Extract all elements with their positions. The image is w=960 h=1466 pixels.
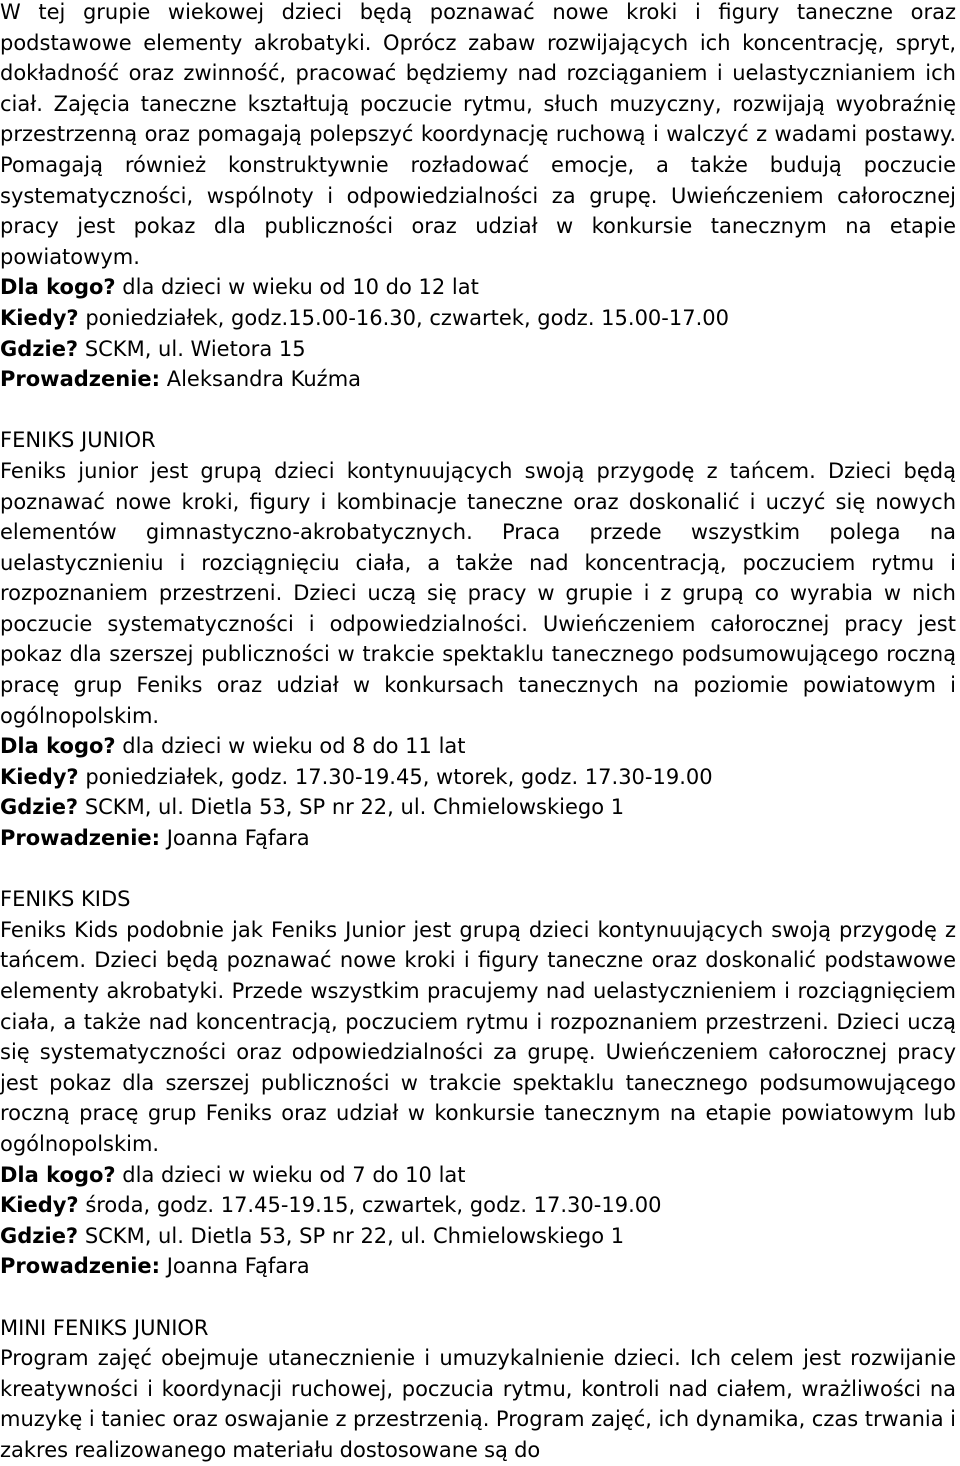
where-label: Gdzie? <box>0 1223 79 1248</box>
lead-value: Joanna Fąfara <box>166 1254 310 1279</box>
lead-value: Aleksandra Kuźma <box>166 367 362 392</box>
when-value: poniedziałek, godz. 17.30-19.45, wtorek, godz. 17.30-19.00 <box>85 764 713 789</box>
intro-who <box>0 272 956 303</box>
intro-where <box>0 334 956 365</box>
lead-value: Joanna Fąfara <box>166 826 310 851</box>
when-label: Kiedy? <box>0 305 79 330</box>
where-value: SCKM, ul. Wietora 15 <box>84 336 306 361</box>
who-label: Dla kogo? <box>0 275 116 300</box>
who-label: Dla kogo? <box>0 1162 116 1187</box>
section-paragraph: Feniks Kids podobnie jak Feniks Junior jest grupą dzieci kontynuujących swoją przygodę z tańcem. Dzieci będą poznawać nowe kroki i figury taneczne oraz doskonalić podstawowe elementy akrobatyki. Przede wszystkim pracujemy nad uelastycznieniem i rozciągnięciem ciała, a także nad koncentracją, poczuciem rytmu i rozpoznaniem przestrzeni. Dzieci uczą się systematyczności oraz odpowiedzialności za grupę. Uwieńczeniem całorocznej pracy jest pokaz dla szerszej publiczności w trakcie spektaklu tanecznego podsumowującego roczną pracę grup Feniks oraz udział w konkursie tanecznym na etapie powiatowym lub ogólnopolskim. <box>0 917 956 1156</box>
where-value: SCKM, ul. Dietla 53, SP nr 22, ul. Chmielowskiego 1 <box>84 795 625 820</box>
section-lead <box>0 823 956 854</box>
intro-when <box>0 303 956 334</box>
section-title: FENIKS KIDS <box>0 887 131 912</box>
who-value: dla dzieci w wieku od 8 do 11 lat <box>122 734 466 759</box>
section-lead <box>0 1251 956 1282</box>
lead-label: Prowadzenie: <box>0 367 161 392</box>
when-label: Kiedy? <box>0 1193 79 1218</box>
section-feniks-junior <box>0 425 956 853</box>
section-paragraph: Program zajęć obejmuje utanecznienie i umuzykalnienie dzieci. Ich celem jest rozwijanie kreatywności i koordynacji ruchowej, poczucia rytmu, kontroli nad ciałem, wrażliwości na muzykę i taniec oraz oswajanie z przestrzenią. Program zajęć, ich dynamika, czas trwania i zakres realizowanego materiału dostosowane są do <box>0 1346 956 1462</box>
section-title: FENIKS JUNIOR <box>0 428 156 453</box>
where-value: SCKM, ul. Dietla 53, SP nr 22, ul. Chmielowskiego 1 <box>84 1223 625 1248</box>
section-where <box>0 792 956 823</box>
who-value: dla dzieci w wieku od 7 do 10 lat <box>122 1162 466 1187</box>
intro-section <box>0 0 956 395</box>
where-label: Gdzie? <box>0 336 79 361</box>
section-paragraph: Feniks junior jest grupą dzieci kontynuujących swoją przygodę z tańcem. Dzieci będą poznawać nowe kroki, figury i kombinacje taneczne oraz doskonalić i uczyć się nowych elementów gimnastyczno-akrobatycznych. Praca przede wszystkim polega na uelastycznieniu i rozciągnięciu ciała, a także nad koncentracją, poczuciem rytmu i rozpoznaniem przestrzeni. Dzieci uczą się pracy w grupie i z grupą co wyrabia w nich poczucie systematyczności i odpowiedzialności. Uwieńczeniem całorocznej pracy jest pokaz dla szerszej publiczności w trakcie spektaklu tanecznego podsumowującego roczną pracę grup Feniks oraz udział w konkursach tanecznych na poziomie powiatowym i ogólnopolskim. <box>0 458 956 728</box>
who-value: dla dzieci w wieku od 10 do 12 lat <box>122 275 479 300</box>
section-feniks-kids <box>0 884 956 1282</box>
intro-lead <box>0 364 956 395</box>
when-value: środa, godz. 17.45-19.15, czwartek, godz. 17.30-19.00 <box>85 1193 662 1218</box>
section-title: MINI FENIKS JUNIOR <box>0 1315 209 1340</box>
section-mini-feniks-junior <box>0 1313 956 1466</box>
when-value: poniedziałek, godz.15.00-16.30, czwartek, godz. 15.00-17.00 <box>85 305 729 330</box>
section-when <box>0 1190 956 1221</box>
where-label: Gdzie? <box>0 795 79 820</box>
section-where <box>0 1221 956 1252</box>
intro-paragraph: W tej grupie wiekowej dzieci będą poznawać nowe kroki i figury taneczne oraz podstawowe elementy akrobatyki. Oprócz zabaw rozwijających ich koncentrację, spryt, dokładność oraz zwinność, pracować będziemy nad rozciąganiem i uelastycznianiem ich ciał. Zajęcia taneczne kształtują poczucie rytmu, słuch muzyczny, rozwijają wyobraźnię przestrzenną oraz pomagają polepszyć koordynację ruchową i walczyć z wadami postawy. Pomagają również konstruktywnie rozładować emocje, a także budują poczucie systematyczności, wspólnoty i odpowiedzialności za grupę. Uwieńczeniem całorocznej pracy jest pokaz dla publiczności oraz udział w konkursie tanecznym na etapie powiatowym. <box>0 0 956 269</box>
who-label: Dla kogo? <box>0 734 116 759</box>
section-when <box>0 762 956 793</box>
when-label: Kiedy? <box>0 764 79 789</box>
section-who <box>0 731 956 762</box>
section-who <box>0 1160 956 1191</box>
lead-label: Prowadzenie: <box>0 826 161 851</box>
lead-label: Prowadzenie: <box>0 1254 161 1279</box>
